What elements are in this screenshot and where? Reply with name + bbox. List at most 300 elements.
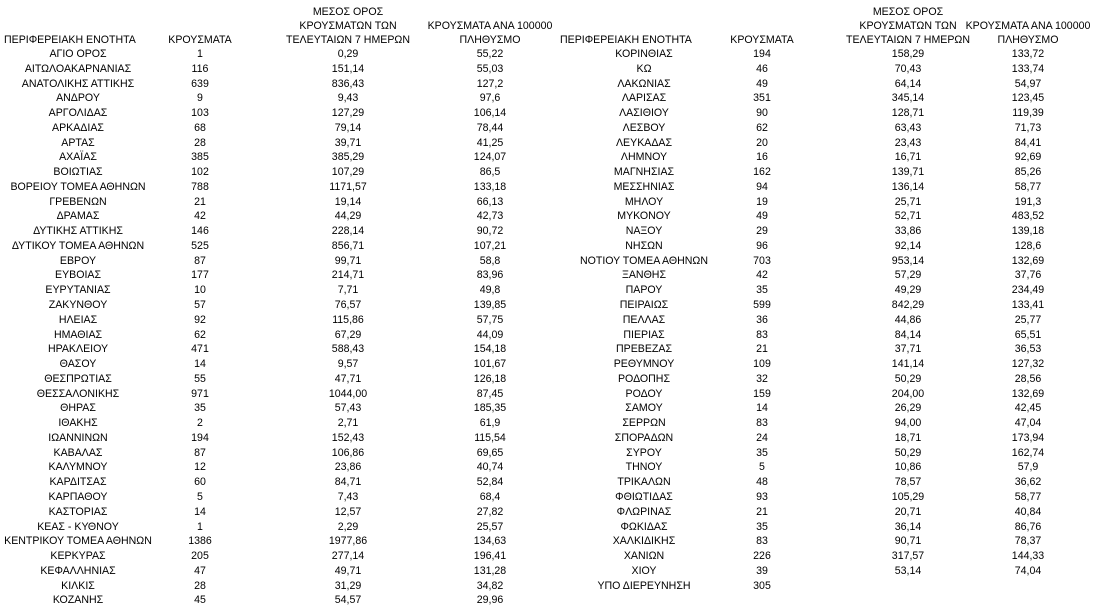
table-row xyxy=(556,431,1100,446)
region-cell: ΘΗΡΑΣ xyxy=(60,402,96,415)
cases-cell: 103 xyxy=(191,107,209,120)
avg7-cell: 842,29 xyxy=(891,299,925,312)
per100k-cell: 139,85 xyxy=(473,299,507,312)
region-cell: ΠΡΕΒΕΖΑΣ xyxy=(616,343,672,356)
per100k-cell: 86,5 xyxy=(479,166,501,179)
per100k-cell: 85,26 xyxy=(1014,166,1042,179)
region-cell: ΑΧΑΪΑΣ xyxy=(59,151,97,164)
region-cell: ΜΕΣΣΗΝΙΑΣ xyxy=(613,180,675,193)
avg7-cell: 2,71 xyxy=(337,417,359,430)
cases-cell: 57 xyxy=(194,299,206,312)
cases-cell: 42 xyxy=(756,269,768,282)
avg7-cell: 277,14 xyxy=(331,550,365,563)
region-cell: ΚΑΡΠΑΘΟΥ xyxy=(48,490,108,503)
table-row xyxy=(556,564,1100,579)
per100k-cell: 127,2 xyxy=(476,77,504,90)
per100k-cell: 107,21 xyxy=(473,239,507,252)
table-row xyxy=(0,505,556,520)
avg7-cell: 141,14 xyxy=(891,358,925,371)
table-row xyxy=(0,268,556,283)
region-cell: ΘΑΣΟΥ xyxy=(59,358,97,371)
cases-cell: 305 xyxy=(753,579,771,592)
region-cell: ΛΑΚΩΝΙΑΣ xyxy=(617,77,671,90)
table-row xyxy=(0,490,556,505)
per100k-cell: 127,32 xyxy=(1011,358,1045,371)
cases-cell: 35 xyxy=(756,284,768,297)
header-per100k: ΚΡΟΥΣΜΑΤΑ ΑΝΑ 100000 ΠΛΗΘΥΣΜΟ xyxy=(427,20,553,46)
per100k-cell: 124,07 xyxy=(473,151,507,164)
cases-cell: 29 xyxy=(756,225,768,238)
table-row xyxy=(0,313,556,328)
region-cell: ΕΒΡΟΥ xyxy=(59,254,97,267)
region-cell: ΝΟΤΙΟΥ ΤΟΜΕΑ ΑΘΗΝΩΝ xyxy=(579,254,709,267)
avg7-cell: 54,57 xyxy=(334,594,362,607)
avg7-cell: 90,71 xyxy=(894,535,922,548)
cases-cell: 1386 xyxy=(188,535,212,548)
per100k-cell: 29,96 xyxy=(476,594,504,607)
region-cell: ΓΡΕΒΕΝΩΝ xyxy=(49,195,107,208)
cases-cell: 62 xyxy=(756,121,768,134)
region-cell: ΘΕΣΠΡΩΤΙΑΣ xyxy=(44,372,112,385)
table-row xyxy=(556,209,1100,224)
region-cell: ΒΟΡΕΙΟΥ ΤΟΜΕΑ ΑΘΗΝΩΝ xyxy=(10,180,146,193)
per100k-cell: 36,62 xyxy=(1014,476,1042,489)
region-cell: ΦΛΩΡΙΝΑΣ xyxy=(616,505,672,518)
per100k-cell: 132,69 xyxy=(1011,254,1045,267)
per100k-cell: 133,74 xyxy=(1011,62,1045,75)
avg7-cell: 9,43 xyxy=(337,92,359,105)
region-cell: ΑΡΓΟΛΙΔΑΣ xyxy=(48,107,108,120)
cases-cell: 83 xyxy=(756,417,768,430)
per100k-cell: 28,56 xyxy=(1014,372,1042,385)
region-cell: ΛΗΜΝΟΥ xyxy=(620,151,668,164)
per100k-cell: 58,77 xyxy=(1014,180,1042,193)
table-row xyxy=(556,328,1100,343)
table-row xyxy=(0,593,556,608)
table-row xyxy=(556,446,1100,461)
avg7-cell: 18,71 xyxy=(894,431,922,444)
header-avg7: ΜΕΣΟΣ ΟΡΟΣ ΚΡΟΥΣΜΑΤΩΝ ΤΩΝ ΤΕΛΕΥΤΑΙΩΝ 7 ΗΜΕΡΩΝ xyxy=(286,6,410,46)
avg7-cell: 2,29 xyxy=(337,520,359,533)
avg7-cell: 1977,86 xyxy=(328,535,368,548)
region-cell: ΗΡΑΚΛΕΙΟΥ xyxy=(47,343,109,356)
table-row xyxy=(0,136,556,151)
region-cell: ΧΙΟΥ xyxy=(631,564,657,577)
per100k-cell: 27,82 xyxy=(476,505,504,518)
table-row xyxy=(0,209,556,224)
table-row xyxy=(0,180,556,195)
cases-cell: 1 xyxy=(197,520,203,533)
avg7-cell: 78,57 xyxy=(894,476,922,489)
region-cell: ΑΙΤΩΛΟΑΚΑΡΝΑΝΙΑΣ xyxy=(24,62,132,75)
avg7-cell: 70,43 xyxy=(894,62,922,75)
cases-cell: 12 xyxy=(194,461,206,474)
region-cell: ΚΕΡΚΥΡΑΣ xyxy=(50,550,106,563)
per100k-cell: 66,13 xyxy=(476,195,504,208)
cases-cell: 32 xyxy=(756,372,768,385)
per100k-cell: 133,41 xyxy=(1011,299,1045,312)
avg7-cell: 127,29 xyxy=(331,107,365,120)
table-row xyxy=(556,357,1100,372)
cases-cell: 162 xyxy=(753,166,771,179)
per100k-cell: 61,9 xyxy=(479,417,501,430)
avg7-cell: 33,86 xyxy=(894,225,922,238)
avg7-cell: 106,86 xyxy=(331,446,365,459)
cases-cell: 87 xyxy=(194,446,206,459)
table-row xyxy=(0,579,556,594)
cases-cell: 28 xyxy=(194,579,206,592)
region-cell: ΦΩΚΙΔΑΣ xyxy=(620,520,668,533)
region-cell: ΠΙΕΡΙΑΣ xyxy=(623,328,665,341)
avg7-cell: 317,57 xyxy=(891,550,925,563)
avg7-cell: 228,14 xyxy=(331,225,365,238)
per100k-cell: 154,18 xyxy=(473,343,507,356)
cases-cell: 93 xyxy=(756,490,768,503)
cases-cell: 102 xyxy=(191,166,209,179)
avg7-cell: 47,71 xyxy=(334,372,362,385)
cases-cell: 46 xyxy=(756,62,768,75)
cases-cell: 68 xyxy=(194,121,206,134)
region-cell: ΛΑΡΙΣΑΣ xyxy=(621,92,667,105)
avg7-cell: 39,71 xyxy=(334,136,362,149)
cases-cell: 20 xyxy=(756,136,768,149)
table-row xyxy=(556,91,1100,106)
avg7-cell: 128,71 xyxy=(891,107,925,120)
table-row xyxy=(556,77,1100,92)
region-cell: ΔΥΤΙΚΗΣ ΑΤΤΙΚΗΣ xyxy=(33,225,123,238)
per100k-cell: 123,45 xyxy=(1011,92,1045,105)
avg7-cell: 9,57 xyxy=(337,358,359,371)
table-row xyxy=(0,195,556,210)
region-cell: ΕΥΡΥΤΑΝΙΑΣ xyxy=(45,284,111,297)
region-cell: ΚΕΦΑΛΛΗΝΙΑΣ xyxy=(40,564,116,577)
cases-cell: 45 xyxy=(194,594,206,607)
region-cell: ΘΕΣΣΑΛΟΝΙΚΗΣ xyxy=(36,387,120,400)
per100k-cell: 57,9 xyxy=(1017,461,1039,474)
avg7-cell: 57,43 xyxy=(334,402,362,415)
per100k-cell: 185,35 xyxy=(473,402,507,415)
avg7-cell: 588,43 xyxy=(331,343,365,356)
table-row xyxy=(0,564,556,579)
region-cell: ΚΟΡΙΝΘΙΑΣ xyxy=(615,48,673,60)
avg7-cell: 107,29 xyxy=(331,166,365,179)
region-cell: ΜΗΛΟΥ xyxy=(624,195,664,208)
per100k-cell: 87,45 xyxy=(476,387,504,400)
cases-cell: 9 xyxy=(197,92,203,105)
region-cell: ΗΛΕΙΑΣ xyxy=(58,313,98,326)
cases-cell: 35 xyxy=(194,402,206,415)
per100k-cell: 68,4 xyxy=(479,490,501,503)
table-row xyxy=(0,77,556,92)
table-row xyxy=(556,136,1100,151)
region-cell: ΞΑΝΘΗΣ xyxy=(621,269,667,282)
avg7-cell: 158,29 xyxy=(891,48,925,60)
cases-cell: 351 xyxy=(753,92,771,105)
region-cell: ΚΑΛΥΜΝΟΥ xyxy=(48,461,108,474)
region-cell: ΜΥΚΟΝΟΥ xyxy=(617,210,671,223)
region-cell: ΣΥΡΟΥ xyxy=(626,446,662,459)
cases-cell: 21 xyxy=(756,505,768,518)
table-row xyxy=(0,91,556,106)
header-region: ΠΕΡΙΦΕΡΕΙΑΚΗ ΕΝΟΤΗΤΑ xyxy=(4,34,136,46)
region-cell: ΠΑΡΟΥ xyxy=(625,284,663,297)
per100k-cell: 162,74 xyxy=(1011,446,1045,459)
avg7-cell: 44,29 xyxy=(334,210,362,223)
table-row xyxy=(556,416,1100,431)
table-row xyxy=(556,150,1100,165)
per100k-cell: 65,51 xyxy=(1014,328,1042,341)
per100k-cell: 42,73 xyxy=(476,210,504,223)
avg7-cell: 52,71 xyxy=(894,210,922,223)
cases-cell: 177 xyxy=(191,269,209,282)
table-row xyxy=(0,534,556,549)
avg7-cell: 139,71 xyxy=(891,166,925,179)
table-row xyxy=(0,298,556,313)
right-header-row xyxy=(556,0,1100,47)
avg7-cell: 115,86 xyxy=(332,313,364,326)
region-cell: ΣΠΟΡΑΔΩΝ xyxy=(614,431,674,444)
avg7-cell: 7,71 xyxy=(337,284,359,297)
avg7-cell: 84,14 xyxy=(894,328,922,341)
cases-cell: 10 xyxy=(194,284,206,297)
avg7-cell: 214,71 xyxy=(331,269,365,282)
per100k-cell: 57,75 xyxy=(476,313,504,326)
cases-cell: 194 xyxy=(753,48,771,60)
region-cell: ΖΑΚΥΝΘΟΥ xyxy=(48,299,108,312)
avg7-cell: 16,71 xyxy=(894,151,922,164)
region-cell: ΕΥΒΟΙΑΣ xyxy=(55,269,101,282)
cases-cell: 146 xyxy=(191,225,209,238)
table-row xyxy=(0,401,556,416)
per100k-cell: 106,14 xyxy=(473,107,507,120)
region-cell: ΙΘΑΚΗΣ xyxy=(58,417,98,430)
cases-cell: 28 xyxy=(194,136,206,149)
per100k-cell: 483,52 xyxy=(1011,210,1045,223)
avg7-cell: 7,43 xyxy=(337,490,359,503)
per100k-cell: 78,37 xyxy=(1014,535,1042,548)
region-cell: ΚΑΣΤΟΡΙΑΣ xyxy=(48,505,108,518)
cases-cell: 42 xyxy=(194,210,206,223)
table-row xyxy=(556,342,1100,357)
table-row xyxy=(556,475,1100,490)
cases-cell: 703 xyxy=(753,254,771,267)
region-cell: ΧΑΛΚΙΔΙΚΗΣ xyxy=(612,535,676,548)
right-table xyxy=(556,0,1100,593)
avg7-cell: 67,29 xyxy=(334,328,362,341)
cases-cell: 2 xyxy=(197,417,203,430)
avg7-cell: 50,29 xyxy=(894,446,922,459)
avg7-cell: 37,71 xyxy=(894,343,922,356)
table-row xyxy=(0,239,556,254)
per100k-cell: 58,8 xyxy=(479,254,501,267)
header-per100k: ΚΡΟΥΣΜΑΤΑ ΑΝΑ 100000 ΠΛΗΘΥΣΜΟ xyxy=(965,20,1091,46)
region-cell: ΚΑΒΑΛΑΣ xyxy=(53,446,103,459)
region-cell: ΤΗΝΟΥ xyxy=(625,461,663,474)
per100k-cell: 49,8 xyxy=(479,284,501,297)
per100k-cell: 101,67 xyxy=(473,358,507,371)
per100k-cell: 97,6 xyxy=(479,92,501,105)
per100k-cell: 40,84 xyxy=(1014,505,1042,518)
per100k-cell: 34,82 xyxy=(476,579,504,592)
avg7-cell: 36,14 xyxy=(894,520,922,533)
per100k-cell: 25,77 xyxy=(1014,313,1042,326)
table-row xyxy=(556,180,1100,195)
region-cell: ΚΑΡΔΙΤΣΑΣ xyxy=(49,476,107,489)
avg7-cell: 19,14 xyxy=(334,195,362,208)
region-cell: ΚΕΑΣ - ΚΥΘΝΟΥ xyxy=(37,520,119,533)
per100k-cell: 173,94 xyxy=(1011,431,1045,444)
per100k-cell: 42,45 xyxy=(1014,402,1042,415)
avg7-cell: 152,43 xyxy=(331,431,365,444)
cases-cell: 19 xyxy=(756,195,768,208)
table-row xyxy=(556,313,1100,328)
avg7-cell: 0,29 xyxy=(337,48,359,60)
per100k-cell: 78,44 xyxy=(476,121,504,134)
per100k-cell: 139,18 xyxy=(1011,225,1045,238)
left-header-row xyxy=(0,0,556,47)
avg7-cell: 1044,00 xyxy=(328,387,368,400)
per100k-cell: 71,73 xyxy=(1014,121,1042,134)
table-row xyxy=(556,490,1100,505)
per100k-cell: 134,63 xyxy=(473,535,507,548)
per100k-cell: 58,77 xyxy=(1014,490,1042,503)
per100k-cell: 133,18 xyxy=(473,180,507,193)
table-row xyxy=(0,47,556,62)
header-cases: ΚΡΟΥΣΜΑΤΑ xyxy=(168,34,232,46)
per100k-cell: 234,49 xyxy=(1011,284,1045,297)
per100k-cell: 132,69 xyxy=(1011,387,1045,400)
cases-cell: 639 xyxy=(191,77,209,90)
avg7-cell: 50,29 xyxy=(894,372,922,385)
table-row xyxy=(0,446,556,461)
header-cases: ΚΡΟΥΣΜΑΤΑ xyxy=(730,34,794,46)
cases-cell: 16 xyxy=(756,151,768,164)
table-row xyxy=(0,121,556,136)
region-cell: ΝΑΞΟΥ xyxy=(625,225,663,238)
table-row xyxy=(556,460,1100,475)
table-row xyxy=(0,372,556,387)
per100k-cell: 84,41 xyxy=(1014,136,1042,149)
left-rows xyxy=(0,47,556,608)
avg7-cell: 79,14 xyxy=(334,121,362,134)
avg7-cell: 53,14 xyxy=(894,564,922,577)
avg7-cell: 25,71 xyxy=(894,195,922,208)
region-cell: ΜΑΓΝΗΣΙΑΣ xyxy=(613,166,675,179)
table-row xyxy=(0,165,556,180)
cases-cell: 21 xyxy=(194,195,206,208)
cases-cell: 971 xyxy=(191,387,209,400)
cases-cell: 385 xyxy=(191,151,209,164)
cases-cell: 48 xyxy=(756,476,768,489)
avg7-cell: 385,29 xyxy=(331,151,365,164)
cases-cell: 159 xyxy=(753,387,771,400)
per100k-cell: 86,76 xyxy=(1014,520,1042,533)
per100k-cell: 131,28 xyxy=(473,564,507,577)
per100k-cell: 41,25 xyxy=(476,136,504,149)
cases-cell: 62 xyxy=(194,328,206,341)
avg7-cell: 953,14 xyxy=(891,254,925,267)
region-cell: ΚΟΖΑΝΗΣ xyxy=(52,594,104,607)
region-cell: ΡΕΘΥΜΝΟΥ xyxy=(613,358,675,371)
per100k-cell: 54,97 xyxy=(1014,77,1042,90)
per100k-cell: 69,65 xyxy=(476,446,504,459)
table-row xyxy=(556,254,1100,269)
table-row xyxy=(0,150,556,165)
table-row xyxy=(556,47,1100,62)
table-row xyxy=(556,520,1100,535)
table-row xyxy=(556,505,1100,520)
region-cell: ΑΓΙΟ ΟΡΟΣ xyxy=(49,48,107,60)
per100k-cell: 90,72 xyxy=(476,225,504,238)
per100k-cell: 55,22 xyxy=(476,48,504,60)
cases-cell: 35 xyxy=(756,520,768,533)
region-cell: ΝΗΣΩΝ xyxy=(625,239,663,252)
region-cell: ΚΕΝΤΡΙΚΟΥ ΤΟΜΕΑ ΑΘΗΝΩΝ xyxy=(4,535,152,548)
per100k-cell: 144,33 xyxy=(1011,550,1045,563)
table-row xyxy=(556,121,1100,136)
avg7-cell: 12,57 xyxy=(334,505,362,518)
region-cell: ΡΟΔΟΥ xyxy=(625,387,663,400)
per100k-cell: 126,18 xyxy=(473,372,507,385)
region-cell: ΧΑΝΙΩΝ xyxy=(623,550,665,563)
cases-cell: 90 xyxy=(756,107,768,120)
cases-cell: 788 xyxy=(191,180,209,193)
cases-cell: 87 xyxy=(194,254,206,267)
per100k-cell: 128,6 xyxy=(1014,239,1042,252)
table-row xyxy=(0,549,556,564)
region-cell: ΛΕΥΚΑΔΑΣ xyxy=(615,136,673,149)
cases-cell: 24 xyxy=(756,431,768,444)
table-row xyxy=(556,283,1100,298)
avg7-cell: 49,29 xyxy=(894,284,922,297)
avg7-cell: 76,57 xyxy=(334,299,362,312)
cases-cell: 49 xyxy=(756,210,768,223)
per100k-cell: 52,84 xyxy=(476,476,504,489)
region-cell: ΚΩ xyxy=(636,62,652,75)
avg7-cell: 94,00 xyxy=(894,417,922,430)
avg7-cell: 49,71 xyxy=(334,564,362,577)
per100k-cell: 55,03 xyxy=(476,62,504,75)
region-cell: ΔΥΤΙΚΟΥ ΤΟΜΕΑ ΑΘΗΝΩΝ xyxy=(11,239,145,252)
cases-cell: 21 xyxy=(756,343,768,356)
per100k-cell: 37,76 xyxy=(1014,269,1042,282)
header-region: ΠΕΡΙΦΕΡΕΙΑΚΗ ΕΝΟΤΗΤΑ xyxy=(560,34,692,46)
cases-cell: 35 xyxy=(756,446,768,459)
cases-cell: 205 xyxy=(191,550,209,563)
table-row xyxy=(0,357,556,372)
header-avg7: ΜΕΣΟΣ ΟΡΟΣ ΚΡΟΥΣΜΑΤΩΝ ΤΩΝ ΤΕΛΕΥΤΑΙΩΝ 7 ΗΜΕΡΩΝ xyxy=(846,6,970,46)
per100k-cell: 40,74 xyxy=(476,461,504,474)
region-cell: ΗΜΑΘΙΑΣ xyxy=(53,328,103,341)
avg7-cell: 856,71 xyxy=(331,239,365,252)
per100k-cell: 47,04 xyxy=(1014,417,1042,430)
per100k-cell: 92,69 xyxy=(1014,151,1042,164)
region-cell: ΚΙΛΚΙΣ xyxy=(61,579,95,592)
per100k-cell: 36,53 xyxy=(1014,343,1042,356)
avg7-cell: 204,00 xyxy=(891,387,925,400)
cases-cell: 14 xyxy=(194,505,206,518)
per100k-cell: 74,04 xyxy=(1014,564,1042,577)
per100k-cell: 133,72 xyxy=(1011,48,1045,60)
region-cell: ΣΕΡΡΩΝ xyxy=(622,417,666,430)
avg7-cell: 92,14 xyxy=(894,239,922,252)
region-cell: ΛΕΣΒΟΥ xyxy=(622,121,666,134)
table-row xyxy=(0,460,556,475)
table-row xyxy=(556,298,1100,313)
cases-cell: 55 xyxy=(194,372,206,385)
avg7-cell: 1171,57 xyxy=(329,180,367,193)
table-row xyxy=(556,387,1100,402)
